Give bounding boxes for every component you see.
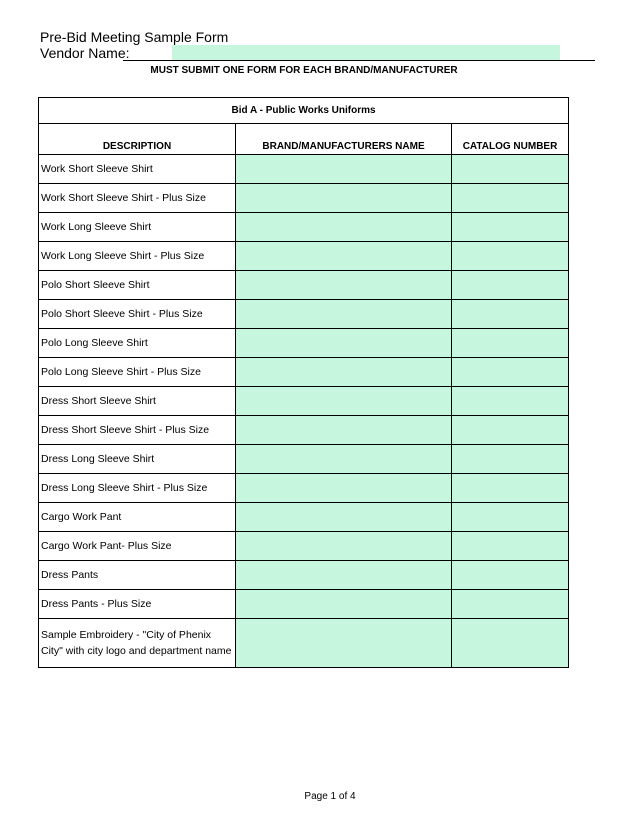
catalog-input-cell[interactable] [452,503,569,532]
brand-input-cell[interactable] [236,213,452,242]
brand-input-cell[interactable] [236,474,452,503]
vendor-name-underline [123,60,595,61]
brand-input-cell[interactable] [236,445,452,474]
row-description: Cargo Work Pant [39,503,236,532]
row-description: Work Short Sleeve Shirt - Plus Size [39,184,236,213]
brand-input-cell[interactable] [236,329,452,358]
vendor-name-row [40,45,595,63]
vendor-name-label: Vendor Name: [40,45,130,61]
catalog-input-cell[interactable] [452,619,569,668]
row-description: Dress Short Sleeve Shirt - Plus Size [39,416,236,445]
column-header-description: DESCRIPTION [39,124,236,155]
brand-input-cell[interactable] [236,503,452,532]
brand-input-cell[interactable] [236,155,452,184]
row-description: Dress Pants [39,561,236,590]
brand-input-cell[interactable] [236,242,452,271]
catalog-input-cell[interactable] [452,416,569,445]
catalog-input-cell[interactable] [452,474,569,503]
brand-input-cell[interactable] [236,532,452,561]
row-description: Cargo Work Pant- Plus Size [39,532,236,561]
brand-input-cell[interactable] [236,590,452,619]
catalog-input-cell[interactable] [452,445,569,474]
catalog-input-cell[interactable] [452,242,569,271]
brand-input-cell[interactable] [236,561,452,590]
catalog-input-cell[interactable] [452,271,569,300]
brand-input-cell[interactable] [236,184,452,213]
bid-title: Bid A - Public Works Uniforms [39,98,569,124]
row-description: Work Short Sleeve Shirt [39,155,236,184]
row-description: Sample Embroidery - "City of Phenix City" with city logo and department name [39,619,236,668]
catalog-input-cell[interactable] [452,532,569,561]
brand-input-cell[interactable] [236,271,452,300]
form-title: Pre-Bid Meeting Sample Form [40,29,229,45]
row-description: Dress Short Sleeve Shirt [39,387,236,416]
catalog-input-cell[interactable] [452,358,569,387]
brand-input-cell[interactable] [236,358,452,387]
row-description: Dress Long Sleeve Shirt [39,445,236,474]
catalog-input-cell[interactable] [452,184,569,213]
column-header-brand: BRAND/MANUFACTURERS NAME [236,124,452,155]
catalog-input-cell[interactable] [452,561,569,590]
row-description: Polo Long Sleeve Shirt - Plus Size [39,358,236,387]
row-description: Dress Pants - Plus Size [39,590,236,619]
submission-notice: MUST SUBMIT ONE FORM FOR EACH BRAND/MANUFACTURER [150,65,458,76]
row-description: Polo Short Sleeve Shirt [39,271,236,300]
row-description: Polo Short Sleeve Shirt - Plus Size [39,300,236,329]
column-header-catalog: CATALOG NUMBER [452,124,569,155]
catalog-input-cell[interactable] [452,300,569,329]
row-description: Work Long Sleeve Shirt [39,213,236,242]
catalog-input-cell[interactable] [452,213,569,242]
catalog-input-cell[interactable] [452,590,569,619]
page-number: Page 1 of 4 [304,791,356,802]
bid-table [38,97,569,668]
catalog-input-cell[interactable] [452,155,569,184]
brand-input-cell[interactable] [236,416,452,445]
brand-input-cell[interactable] [236,300,452,329]
catalog-input-cell[interactable] [452,387,569,416]
vendor-name-field[interactable] [172,45,560,60]
row-description: Dress Long Sleeve Shirt - Plus Size [39,474,236,503]
brand-input-cell[interactable] [236,619,452,668]
row-description: Work Long Sleeve Shirt - Plus Size [39,242,236,271]
row-description: Polo Long Sleeve Shirt [39,329,236,358]
brand-input-cell[interactable] [236,387,452,416]
catalog-input-cell[interactable] [452,329,569,358]
